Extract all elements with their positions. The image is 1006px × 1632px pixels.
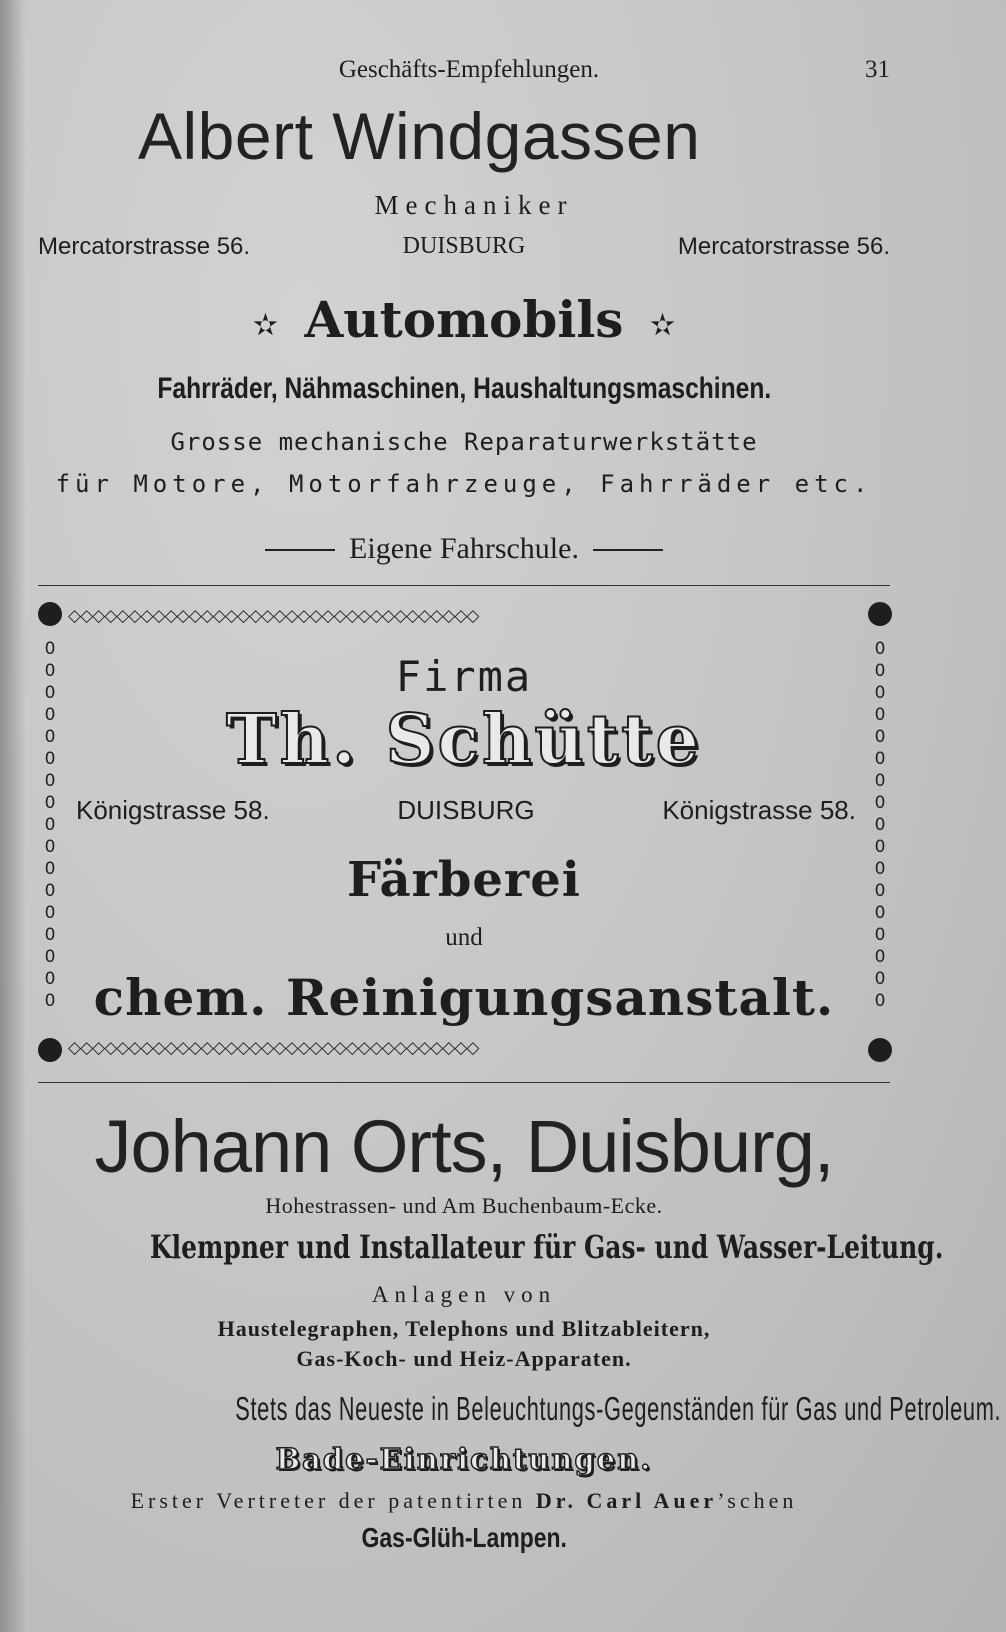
ad-orts-name: Johann Orts, Duisburg, bbox=[94, 1105, 834, 1188]
ad-schuette-name: Th. Schütte bbox=[226, 700, 702, 780]
lamps-text: Gas-Glüh-Lampen. bbox=[361, 1522, 567, 1553]
ad-windgassen-school bbox=[38, 532, 890, 566]
ad-orts-lamps bbox=[38, 1522, 890, 1555]
corner-dot-icon bbox=[868, 1038, 892, 1062]
ad-orts-items-1: Haustelegraphen, Telephons und Blitzableitern, bbox=[217, 1316, 711, 1341]
rep-suffix: ’schen bbox=[717, 1488, 798, 1513]
ad-orts-items-2: Gas-Koch- und Heiz-Apparaten. bbox=[296, 1346, 632, 1371]
divider bbox=[38, 585, 890, 586]
ad-orts-address: Hohestrassen- und Am Buchenbaum-Ecke. bbox=[265, 1193, 663, 1218]
automobils-title: Automobils bbox=[304, 290, 624, 349]
address-right: Königstrasse 58. bbox=[662, 795, 856, 825]
divider bbox=[38, 1082, 890, 1083]
corner-dot-icon bbox=[38, 1038, 62, 1062]
rep-prefix: Erster Vertreter der patentirten bbox=[130, 1488, 527, 1513]
border-ornament-top: ◇◇◇◇◇◇◇◇◇◇◇◇◇◇◇◇◇◇◇◇◇◇◇◇◇◇◇◇◇◇◇◇◇◇ bbox=[68, 606, 479, 626]
ad-windgassen-products bbox=[38, 372, 890, 406]
school-text: Eigene Fahrschule. bbox=[349, 532, 579, 565]
ad-schuette-service-2: chem. Reinigungsanstalt. bbox=[93, 968, 835, 1027]
ad-orts-newest bbox=[38, 1390, 1002, 1429]
rep-name: Dr. Carl Auer bbox=[535, 1488, 718, 1513]
ad-windgassen-address-row bbox=[38, 233, 890, 261]
ad-orts-trade bbox=[38, 1228, 944, 1266]
border-ornament-left: 0 0 0 0 0 0 0 0 0 0 0 0 0 0 0 0 0 bbox=[44, 639, 56, 1011]
page-header bbox=[38, 56, 890, 86]
ad-orts-anlagen: Anlagen von bbox=[371, 1282, 557, 1307]
ad-orts-representative bbox=[38, 1488, 890, 1514]
ad-schuette-service-1: Färberei bbox=[346, 852, 581, 908]
address-right: Mercatorstrasse 56. bbox=[677, 233, 890, 260]
border-ornament-right: 0 0 0 0 0 0 0 0 0 0 0 0 0 0 0 0 0 bbox=[874, 639, 886, 1011]
newest-text: Stets das Neueste in Beleuchtungs-Gegenständen für Gas und Petroleum. bbox=[235, 1390, 1002, 1427]
star-icon: ✫ bbox=[252, 308, 279, 344]
ad-orts-bath: Bade-Einrichtungen. bbox=[275, 1442, 653, 1476]
ad-windgassen-workshop-1: Grosse mechanische Reparaturwerkstätte bbox=[170, 428, 758, 456]
address-left: Mercatorstrasse 56. bbox=[38, 233, 251, 260]
ad-windgassen-headline bbox=[38, 290, 890, 349]
ad-schuette-firma: Firma bbox=[395, 652, 533, 701]
city: DUISBURG bbox=[402, 233, 526, 259]
products-text: Fahrräder, Nähmaschinen, Haushaltungsmaschinen. bbox=[157, 372, 771, 405]
ad-windgassen-workshop-2: für Motore, Motorfahrzeuge, Fahrräder etc. bbox=[55, 470, 873, 498]
city: DUISBURG bbox=[397, 795, 535, 825]
ad-schuette-address-row bbox=[76, 795, 856, 826]
border-ornament-bottom: ◇◇◇◇◇◇◇◇◇◇◇◇◇◇◇◇◇◇◇◇◇◇◇◇◇◇◇◇◇◇◇◇◇◇ bbox=[68, 1038, 479, 1058]
corner-dot-icon bbox=[38, 602, 62, 626]
page-number: 31 bbox=[865, 56, 890, 83]
address-left: Königstrasse 58. bbox=[76, 795, 270, 825]
ad-schuette-und: und bbox=[445, 924, 483, 951]
running-title: Geschäfts-Empfehlungen. bbox=[338, 56, 600, 83]
ad-windgassen-name: Albert Windgassen bbox=[138, 99, 701, 173]
corner-dot-icon bbox=[868, 602, 892, 626]
ad-windgassen-profession: Mechaniker bbox=[374, 190, 574, 220]
star-icon: ✫ bbox=[649, 308, 676, 344]
trade-text: Klempner und Installateur für Gas- und Wasser-Leitung. bbox=[149, 1228, 944, 1266]
